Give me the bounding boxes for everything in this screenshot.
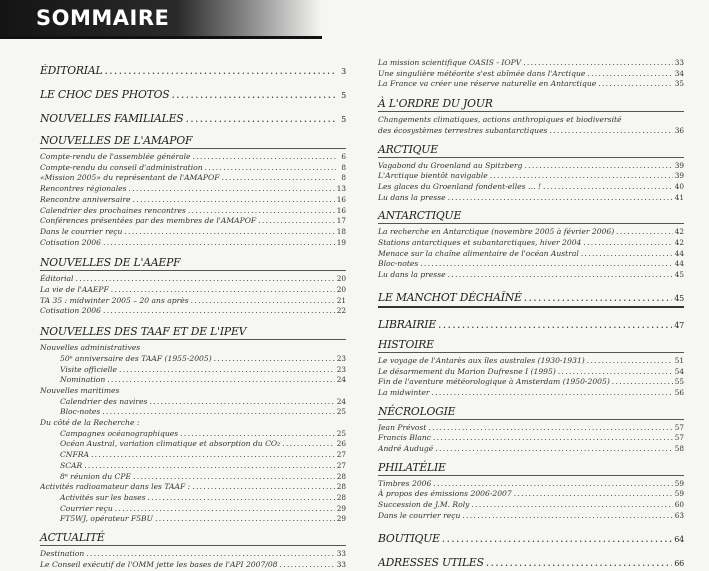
toc-entry[interactable] bbox=[378, 193, 684, 204]
toc-entry[interactable] bbox=[40, 354, 346, 365]
page-number: 29 bbox=[336, 503, 346, 513]
entry-label: Rencontre anniversaire bbox=[40, 194, 131, 204]
toc-entry[interactable] bbox=[40, 514, 346, 525]
entry-label: ADRESSES UTILES bbox=[378, 555, 484, 569]
entry-label: Conférences présentées par des membres de l'AMAPOF bbox=[40, 216, 257, 226]
toc-entry[interactable] bbox=[378, 423, 684, 434]
entry-label: des écosystèmes terrestres subantarctiques bbox=[378, 125, 548, 135]
page-number: 25 bbox=[336, 428, 346, 438]
toc-entry[interactable] bbox=[378, 58, 684, 69]
toc-entry-adresses[interactable] bbox=[378, 556, 684, 569]
section-rule bbox=[40, 339, 346, 340]
toc-entry[interactable] bbox=[40, 184, 346, 195]
toc-entry-choc-photos[interactable] bbox=[40, 88, 346, 101]
entry-label: Bloc-notes bbox=[378, 259, 419, 269]
entry-label: Éditorial bbox=[40, 274, 74, 284]
page-number: 8 bbox=[341, 162, 346, 172]
section-rule bbox=[378, 419, 684, 420]
entry-label: Dans le courrier reçu bbox=[40, 226, 123, 236]
toc-entry[interactable] bbox=[40, 397, 346, 408]
page-number: 27 bbox=[336, 450, 346, 460]
page-number: 47 bbox=[674, 320, 684, 330]
section-actualite bbox=[40, 531, 346, 570]
page-number: 5 bbox=[341, 115, 346, 124]
section-title[interactable]: NOUVELLES DES TAAF ET DE L'IPEV bbox=[40, 325, 247, 339]
page-number: 29 bbox=[336, 514, 346, 524]
page-number: 35 bbox=[674, 79, 684, 89]
section-rule bbox=[378, 157, 684, 158]
toc-entry[interactable] bbox=[40, 227, 346, 238]
toc-entry[interactable] bbox=[40, 386, 346, 397]
left-column bbox=[40, 58, 346, 571]
page-number: 25 bbox=[336, 407, 346, 417]
section-philatelie bbox=[378, 461, 684, 522]
page-number: 51 bbox=[674, 355, 684, 365]
section-rule bbox=[40, 545, 346, 546]
entry-label: Lu dans la presse bbox=[378, 270, 446, 280]
toc-entry[interactable] bbox=[40, 418, 346, 429]
toc-entry[interactable] bbox=[378, 126, 684, 137]
entry-label: BOUTIQUE bbox=[378, 531, 440, 545]
page-number: 33 bbox=[336, 559, 346, 569]
entry-label: Le désarmement du Marion Dufresne I (1995) bbox=[378, 366, 556, 376]
page-number: 36 bbox=[674, 125, 684, 135]
toc-entry[interactable] bbox=[378, 444, 684, 455]
entry-label: À propos des émissions 2006-2007 bbox=[378, 489, 512, 499]
entry-label: Rencontres régionales bbox=[40, 184, 127, 194]
toc-entry[interactable] bbox=[378, 79, 684, 90]
page-number: 22 bbox=[336, 306, 346, 316]
entry-label: LE MANCHOT DÉCHAÎNÉ bbox=[378, 290, 522, 304]
page-number: 23 bbox=[336, 353, 346, 363]
entry-label: Compte-rendu de l'assemblée générale bbox=[40, 152, 191, 161]
page-number: 60 bbox=[674, 500, 684, 510]
section-rule bbox=[378, 223, 684, 224]
entry-label: Du côté de la Recherche : bbox=[40, 418, 140, 428]
entry-label: Nouvelles maritimes bbox=[40, 385, 120, 395]
page-number: 6 bbox=[341, 152, 346, 161]
entry-label: L'Arctique bientôt navigable bbox=[378, 171, 488, 181]
entry-list bbox=[378, 479, 684, 522]
toc-entry-boutique[interactable] bbox=[378, 532, 684, 545]
toc-entry[interactable] bbox=[378, 377, 684, 388]
toc-entry[interactable] bbox=[40, 238, 346, 249]
page-number: 59 bbox=[674, 478, 684, 488]
toc-entry[interactable] bbox=[378, 479, 684, 490]
entry-label: Activités radioamateur dans les TAAF : bbox=[40, 482, 191, 492]
toc-entry[interactable] bbox=[40, 407, 346, 418]
entry-label: Campagnes océanographiques bbox=[60, 428, 179, 438]
entry-list bbox=[378, 423, 684, 455]
section-rule bbox=[378, 306, 684, 308]
entry-label: Cotisation 2006 bbox=[40, 237, 101, 247]
page-number: 55 bbox=[674, 377, 684, 387]
toc-entry-librairie[interactable] bbox=[378, 318, 684, 331]
page-number: 17 bbox=[336, 216, 346, 226]
page-number: 57 bbox=[674, 422, 684, 432]
toc-entry[interactable] bbox=[40, 306, 346, 317]
entry-label: La France va créer une réserve naturelle en Antarctique bbox=[378, 79, 597, 89]
toc-entry[interactable] bbox=[378, 511, 684, 522]
page-number: 57 bbox=[674, 433, 684, 443]
toc-entry[interactable] bbox=[40, 461, 346, 472]
toc-entry[interactable] bbox=[378, 249, 684, 260]
page-number: 34 bbox=[674, 68, 684, 78]
entry-label: CNFRA bbox=[60, 450, 89, 460]
page-number: 44 bbox=[674, 248, 684, 258]
page-number: 26 bbox=[336, 439, 346, 449]
toc-entry[interactable] bbox=[378, 367, 684, 378]
page-number: 33 bbox=[336, 549, 346, 559]
entry-label: TA 35 : midwinter 2005 – 20 ans après bbox=[40, 295, 189, 305]
toc-entry-editorial[interactable] bbox=[40, 64, 346, 77]
page-number: 44 bbox=[674, 259, 684, 269]
section-title[interactable]: NOUVELLES DE L'AMAPOF bbox=[40, 134, 193, 147]
entry-list bbox=[378, 227, 684, 281]
toc-entry[interactable] bbox=[40, 206, 346, 217]
page-number: 23 bbox=[336, 364, 346, 374]
entry-label: Océan Austral, variation climatique et absorption du CO₂ bbox=[60, 439, 281, 449]
page-number: 54 bbox=[674, 366, 684, 376]
page-number: 19 bbox=[336, 237, 346, 247]
toc-entry[interactable] bbox=[378, 161, 684, 172]
toc-entry[interactable] bbox=[40, 482, 346, 493]
page-number: 39 bbox=[674, 171, 684, 181]
entry-label: Destination bbox=[40, 549, 85, 559]
toc-entry[interactable] bbox=[378, 171, 684, 182]
section-title[interactable]: À L'ORDRE DU JOUR bbox=[378, 97, 493, 111]
entry-label: SCAR bbox=[60, 460, 83, 470]
page-number: 13 bbox=[336, 184, 346, 194]
entry-label: Les glaces du Groenland fondent-elles … ! bbox=[378, 181, 542, 191]
page-number: 16 bbox=[336, 194, 346, 204]
toc-entry[interactable] bbox=[378, 238, 684, 249]
entry-label: La recherche en Antarctique (novembre 2005 à février 2006) bbox=[378, 227, 615, 237]
section-title[interactable]: PHILATÉLIE bbox=[378, 460, 446, 474]
page-number: 45 bbox=[674, 293, 684, 303]
entry-list bbox=[378, 356, 684, 399]
entry-label: Calendrier des navires bbox=[60, 396, 148, 406]
entry-label: Francis Blanc bbox=[378, 433, 431, 443]
entry-list bbox=[40, 549, 346, 570]
toc-entry-nouvelles-familiales[interactable] bbox=[40, 112, 346, 125]
toc-entry[interactable] bbox=[378, 489, 684, 500]
section-title[interactable]: HISTOIRE bbox=[378, 337, 434, 351]
toc-entry[interactable] bbox=[40, 375, 346, 386]
page-number: 28 bbox=[336, 482, 346, 492]
toc-entry[interactable] bbox=[40, 296, 346, 307]
toc-entry[interactable] bbox=[378, 182, 684, 193]
page-number: 66 bbox=[674, 558, 684, 568]
entry-label: Bloc-notes bbox=[60, 407, 101, 417]
entry-label: Fin de l'aventure météorologique à Amsterdam (1950-2005) bbox=[378, 377, 610, 387]
section-title[interactable]: NÉCROLOGIE bbox=[378, 404, 456, 418]
entry-label[interactable]: Changements climatiques, actions anthropiques et biodiversité bbox=[378, 115, 622, 125]
toc-entry[interactable] bbox=[40, 173, 346, 184]
entry-label: Lu dans la presse bbox=[378, 192, 446, 202]
page-number: 24 bbox=[336, 396, 346, 406]
toc-entry[interactable] bbox=[378, 433, 684, 444]
entry-label: La vie de l'AAEPF bbox=[40, 285, 109, 295]
section-amapof bbox=[40, 134, 346, 248]
toc-entry[interactable] bbox=[378, 500, 684, 511]
section-histoire bbox=[378, 338, 684, 399]
entry-label: Vagabond du Groenland au Spitzberg bbox=[378, 160, 523, 170]
toc-entry[interactable] bbox=[378, 356, 684, 367]
toc-entry[interactable] bbox=[40, 195, 346, 206]
entry-list bbox=[378, 161, 684, 204]
entry-label: FT5WJ, opérateur F5BU bbox=[60, 514, 154, 524]
page-number: 8 bbox=[341, 173, 346, 183]
section-arctique bbox=[378, 143, 684, 204]
page-number: 16 bbox=[336, 205, 346, 215]
toc-entry[interactable] bbox=[378, 388, 684, 399]
section-title[interactable]: ANTARCTIQUE bbox=[378, 209, 462, 223]
entry-label: Activités sur les bases bbox=[60, 492, 146, 502]
entry-label: André Audugé bbox=[378, 444, 434, 454]
entry-label: Menace sur la chaîne alimentaire de l'océan Austral bbox=[378, 248, 579, 258]
page-number: 5 bbox=[341, 91, 346, 100]
section-rule bbox=[378, 352, 684, 353]
entry-label: Calendrier des prochaines rencontres bbox=[40, 205, 186, 215]
section-necrologie bbox=[378, 405, 684, 455]
toc-entry[interactable] bbox=[40, 504, 346, 515]
toc-entry[interactable] bbox=[40, 549, 346, 560]
right-column bbox=[378, 58, 684, 569]
toc-entry[interactable] bbox=[40, 429, 346, 440]
page-number: 41 bbox=[674, 192, 684, 202]
toc-entry[interactable] bbox=[378, 270, 684, 281]
page-number: 27 bbox=[336, 460, 346, 470]
page-number: 39 bbox=[674, 160, 684, 170]
entry-list bbox=[40, 152, 346, 248]
entry-label: Courrier reçu bbox=[60, 503, 113, 513]
page-number: 18 bbox=[336, 226, 346, 236]
page-number: 58 bbox=[674, 444, 684, 454]
header-rule bbox=[0, 36, 322, 39]
section-aaepf bbox=[40, 256, 346, 317]
section-antarctique bbox=[378, 209, 684, 281]
page-number: 56 bbox=[674, 387, 684, 397]
toc-entry[interactable] bbox=[40, 365, 346, 376]
page-title: SOMMAIRE bbox=[36, 6, 170, 30]
page-number: 45 bbox=[674, 270, 684, 280]
page-number: 28 bbox=[336, 471, 346, 481]
entry-label: LIBRAIRIE bbox=[378, 317, 437, 331]
page-number: 3 bbox=[341, 67, 346, 76]
toc-entry[interactable] bbox=[40, 216, 346, 227]
entry-label: Compte-rendu du conseil d'administration bbox=[40, 162, 203, 172]
entry-label: Le Conseil exécutif de l'OMM jette les bases de l'API 2007/08 bbox=[40, 559, 278, 569]
toc-entry[interactable] bbox=[40, 439, 346, 450]
entry-label: LE CHOC DES PHOTOS bbox=[40, 88, 170, 101]
section-title[interactable]: NOUVELLES DE L'AAEPF bbox=[40, 256, 181, 270]
page-number: 59 bbox=[674, 489, 684, 499]
entry-label: Jean Prévost bbox=[378, 422, 427, 432]
toc-entry-manchot[interactable] bbox=[378, 291, 684, 304]
entry-label: Cotisation 2006 bbox=[40, 306, 101, 316]
section-rule bbox=[378, 475, 684, 476]
page-number: 42 bbox=[674, 238, 684, 248]
entry-list bbox=[40, 343, 346, 525]
section-title[interactable]: ARCTIQUE bbox=[378, 142, 438, 156]
section-title[interactable]: ACTUALITÉ bbox=[40, 531, 105, 545]
toc-entry[interactable] bbox=[40, 450, 346, 461]
section-rule bbox=[40, 270, 346, 271]
section-rule bbox=[378, 111, 684, 112]
toc-entry[interactable] bbox=[40, 152, 346, 163]
page-number: 63 bbox=[674, 510, 684, 520]
section-ordre-du-jour bbox=[378, 97, 684, 136]
page-number: 20 bbox=[336, 274, 346, 284]
entry-label: ÉDITORIAL bbox=[40, 64, 103, 77]
toc-entry[interactable] bbox=[40, 493, 346, 504]
page-number: 42 bbox=[674, 227, 684, 237]
section-taaf bbox=[40, 325, 346, 525]
entry-label: La midwinter bbox=[378, 387, 430, 397]
entry-label: Nouvelles administratives bbox=[40, 343, 141, 353]
page-number: 28 bbox=[336, 492, 346, 502]
section-rule bbox=[40, 148, 346, 149]
toc-entry[interactable] bbox=[378, 227, 684, 238]
entry-label: Une singulière météorite s'est abîmée dans l'Arctique bbox=[378, 68, 586, 78]
toc-entry[interactable] bbox=[40, 343, 346, 354]
entry-label: 8ᵉ réunion du CPE bbox=[60, 471, 132, 481]
page-number: 20 bbox=[336, 285, 346, 295]
entry-label: Le voyage de l'Antarès aux îles australes (1930-1931) bbox=[378, 355, 585, 365]
page-number: 24 bbox=[336, 375, 346, 385]
entry-label: Succession de J.M. Roly bbox=[378, 500, 470, 510]
toc-entry[interactable] bbox=[40, 163, 346, 174]
entry-label: La mission scientifique OASIS - IOPV bbox=[378, 58, 522, 67]
entry-label: 50ᵉ anniversaire des TAAF (1955-2005) bbox=[60, 353, 212, 363]
entry-label: Dans le courrier reçu bbox=[378, 510, 461, 520]
page-number: 33 bbox=[674, 58, 684, 67]
entry-label: Timbres 2006 bbox=[378, 478, 432, 488]
toc-entry[interactable] bbox=[40, 285, 346, 296]
entry-label: NOUVELLES FAMILIALES bbox=[40, 112, 184, 125]
entry-list bbox=[378, 58, 684, 90]
page-number: 64 bbox=[674, 534, 684, 544]
toc-entry[interactable] bbox=[40, 274, 346, 285]
entry-label: «Mission 2005» du représentant de l'AMAPOF bbox=[40, 173, 220, 183]
entry-label: Visite officielle bbox=[60, 364, 117, 374]
entry-label: Stations antarctiques et subantarctiques, hiver 2004 bbox=[378, 238, 582, 248]
toc-entry[interactable] bbox=[378, 69, 684, 80]
toc-entry[interactable] bbox=[40, 472, 346, 483]
page-number: 21 bbox=[336, 295, 346, 305]
toc-entry[interactable] bbox=[378, 259, 684, 270]
entry-list bbox=[40, 274, 346, 317]
entry-label: Nomination bbox=[60, 375, 106, 385]
page-number: 40 bbox=[674, 181, 684, 191]
